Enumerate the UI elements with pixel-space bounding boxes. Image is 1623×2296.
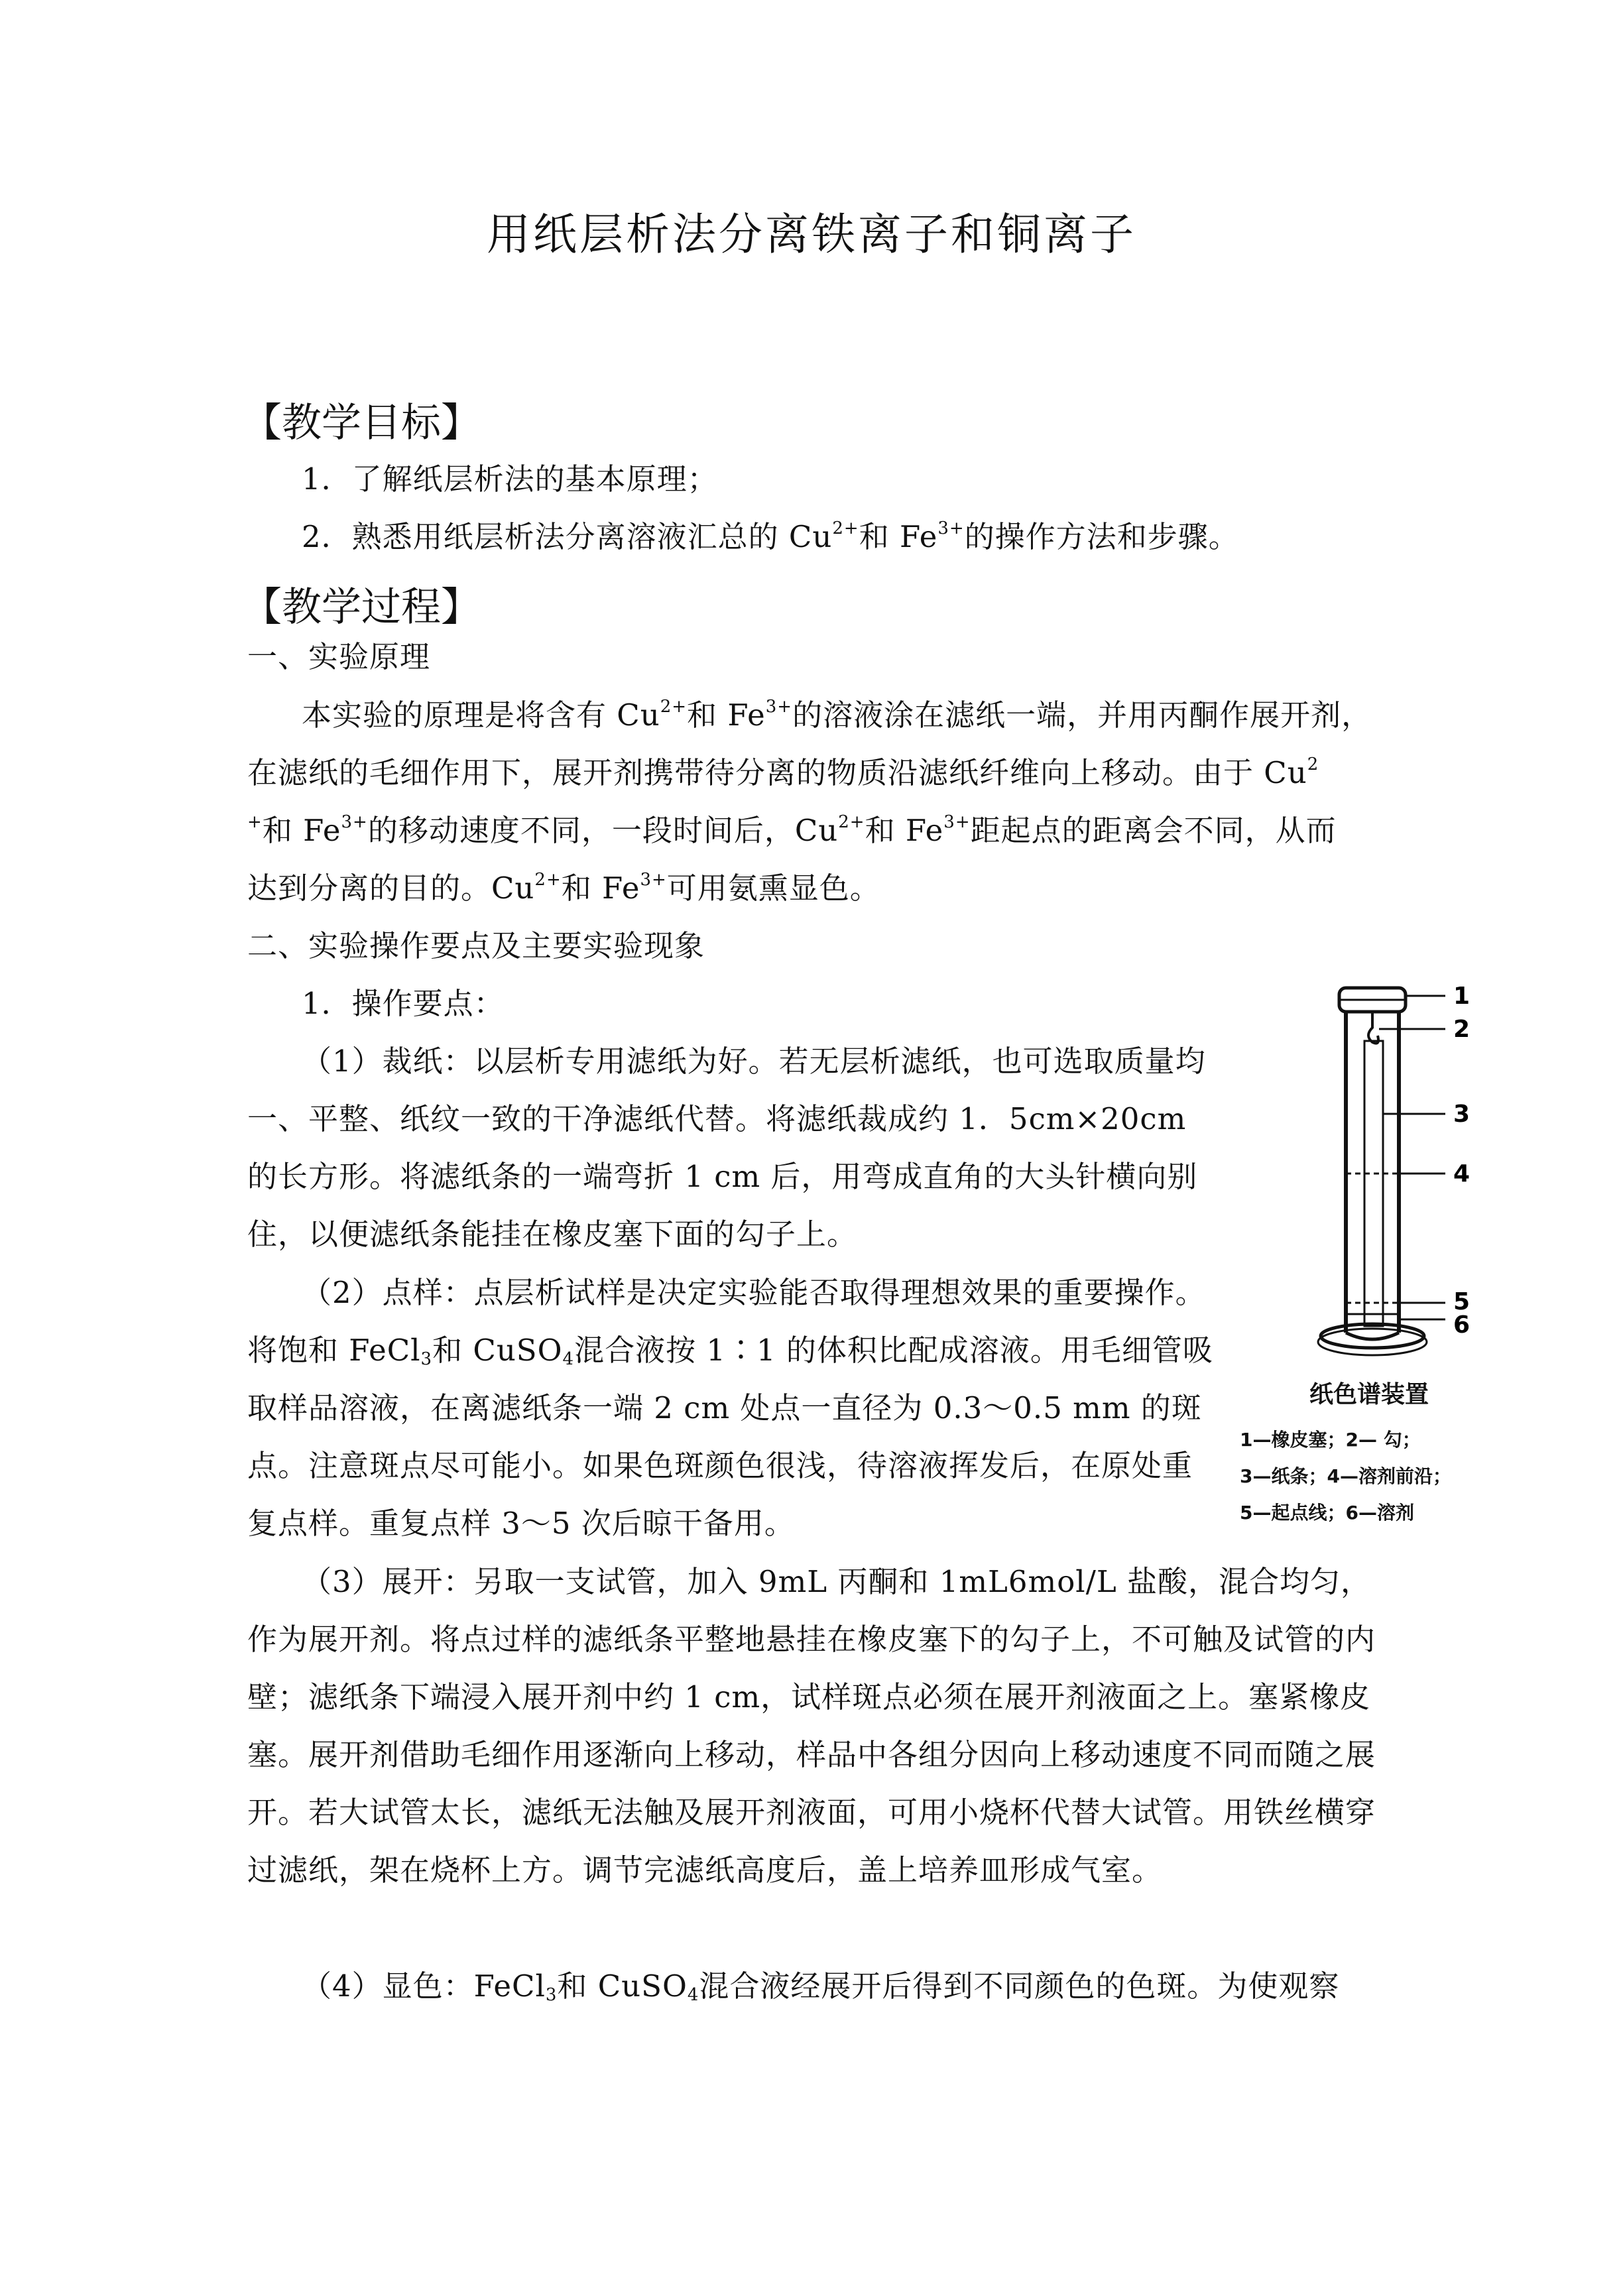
- figure-legend-2: 3—纸条；4—溶剂前沿；: [1240, 1465, 1451, 1487]
- principle-line-3: +和 $Fe^{3+}$的移动速度不同，一段时间后，$Cu^{2+}$和 $Fe^{3+}$距起点的距离会不同，从而: [247, 812, 1337, 848]
- label-5: 5: [1453, 1288, 1471, 1315]
- section1-heading: 一、实验原理: [247, 639, 431, 674]
- step-spotting: （2）点样：点层析试样是决定实验能否取得理想效果的重要操作。将饱和 FeCl$_3$和 CuSO$_4$混合液按 1∶1 的体积比配成溶液。用毛细管吸取样品溶液，在离滤纸条一端 2 cm 处点一直径为 0.3～0.5 mm 的斑点。注意斑点尽可能小。如果色斑颜色很浅，待溶液挥发后，在原处重复点样。重复点样 3～5 次后晾干备用。: [247, 1275, 1213, 1541]
- heading-process: 【教学过程】: [242, 584, 481, 631]
- heading-goals: 【教学目标】: [242, 400, 481, 446]
- principle-line-4: 达到分离的目的。$Cu^{2+}$和 $Fe^{3+}$可用氨熏显色。: [247, 870, 880, 906]
- figure-legend-3: 5—起点线；6—溶剂: [1240, 1502, 1414, 1524]
- goal-item-1: 1．了解纸层析法的基本原理；: [302, 461, 718, 497]
- principle-line-2: 在滤纸的毛细作用下，展开剂携带待分离的物质沿滤纸纤维向上移动。由于 Cu$^2$: [247, 755, 1319, 790]
- step-develop: （3）展开：另取一支试管，加入 9mL 丙酮和 1mL6mol/L 盐酸，混合均匀，作为展开剂。将点过样的滤纸条平整地悬挂在橡皮塞下的勾子上，不可触及试管的内壁；滤纸条下端浸入展开剂中约 1 cm，试样斑点必须在展开剂液面之上。塞紧橡皮塞。展开剂借助毛细作用逐渐向上移动，样品中各组分因向上移动速度不同而随之展开。若大试管太长，滤纸无法触及展开剂液面，可用小烧杯代替大试管。用铁丝横穿过滤纸，架在烧杯上方。调节完滤纸高度后，盖上培养皿形成气室。: [247, 1564, 1376, 1888]
- page-title: 用纸层析法分离铁离子和铜离子: [487, 209, 1136, 260]
- step-color: （4）显色：FeCl$_3$和 CuSO$_4$混合液经展开后得到不同颜色的色斑。为使观察: [302, 1968, 1340, 2005]
- label-3: 3: [1453, 1101, 1471, 1128]
- label-2: 2: [1453, 1016, 1471, 1043]
- step-cut-paper: （1）裁纸：以层析专用滤纸为好。若无层析滤纸，也可选取质量均一、平整、纸纹一致的干净滤纸代替。将滤纸裁成约 1．5cm×20cm 的长方形。将滤纸条的一端弯折 1 cm 后，用弯成直角的大头针横向别住，以便滤纸条能挂在橡皮塞下面的勾子上。: [247, 1044, 1206, 1252]
- label-6: 6: [1453, 1311, 1471, 1339]
- principle-line-1: 本实验的原理是将含有 $Cu^{2+}$和 $Fe^{3+}$的溶液涂在滤纸一端，并用丙酮作展开剂，: [302, 697, 1372, 733]
- chromatography-figure: [1240, 975, 1551, 1558]
- figure-legend-1: 1—橡皮塞；2— 勾；: [1240, 1429, 1421, 1451]
- section2-heading: 二、实验操作要点及主要实验现象: [247, 928, 705, 963]
- label-4: 4: [1453, 1160, 1471, 1187]
- goal-item-2: 2．熟悉用纸层析法分离溶液汇总的 $Cu^{2+}$和 $Fe^{3+}$的操作方法和步骤。: [302, 518, 1239, 554]
- label-1: 1: [1453, 983, 1471, 1010]
- figure-caption-title: 纸色谱装置: [1309, 1381, 1429, 1408]
- operation-points-heading: 1．操作要点：: [302, 986, 505, 1021]
